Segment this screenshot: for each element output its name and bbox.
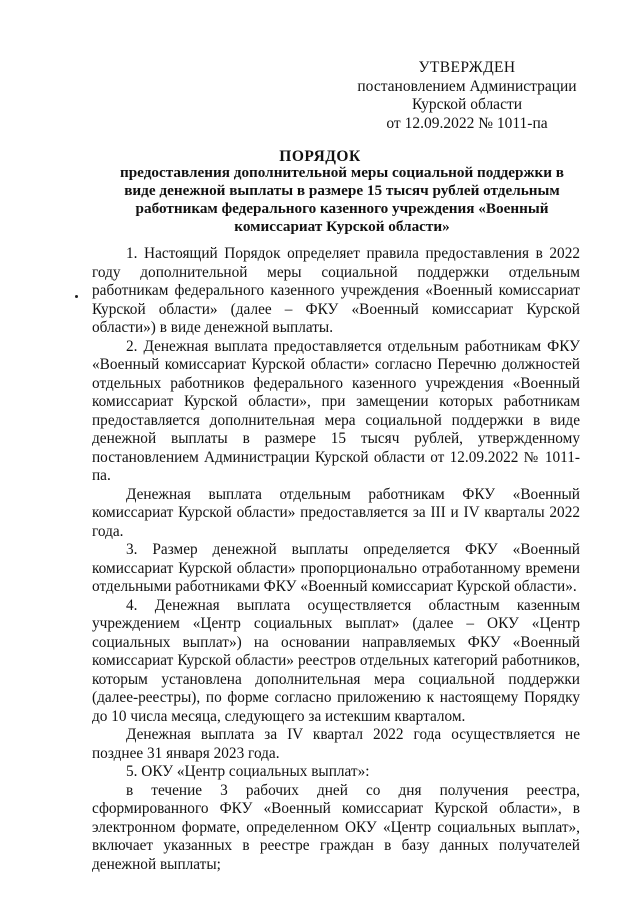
approval-line-region: Курской области: [411, 96, 523, 113]
paragraph-4: 4. Денежная выплата осуществляется областным казенным учреждением «Центр социальных выплат» (далее – ОКУ «Центр социальных выплат») на основании направляемых ФКУ «Военный комиссариат Курской области» реестров отдельных категорий работников, которым установлена дополнительная мера социальной поддержки (далее-реестры), по форме согласно приложению к настоящему Порядку до 10 числа месяца, следующего за истекшим кварталом.: [92, 596, 580, 725]
document-title: ПОРЯДОК: [279, 148, 361, 165]
approval-line-date-number: от 12.09.2022 № 1011-па: [386, 114, 548, 132]
paragraph-1: 1. Настоящий Порядок определяет правила предоставления в 2022 году дополнительной меры социальной поддержки отдельным работникам федерального казенного учреждения «Военный комиссариат Курской области» (далее – ФКУ «Военный комиссариат Курской области») в виде денежной выплаты.: [92, 245, 580, 336]
margin-dot: [75, 295, 78, 298]
approval-line-approved: УТВЕРЖДЕН: [418, 59, 516, 76]
document-body: [92, 245, 580, 874]
paragraph-3: 3. Размер денежной выплаты определяется ФКУ «Военный комиссариат Курской области» пропорционально отработанному времени отдельными работниками ФКУ «Военный комиссариат Курской области».: [92, 541, 580, 595]
paragraph-5-item: в течение 3 рабочих дней со дня получения реестра, сформированного ФКУ «Военный комиссариат Курской области», в электронном формате, определенном ОКУ «Центр социальных выплат», включает указанных в реестре граждан в базу данных получателей денежной выплаты;: [92, 781, 580, 873]
paragraph-2-cont: Денежная выплата отдельным работникам ФКУ «Военный комиссариат Курской области» предоставляется за III и IV кварталы 2022 года.: [92, 485, 580, 540]
approval-stamp: [352, 59, 582, 133]
document-subtitle: предоставления дополнительной меры социальной поддержки в виде денежной выплаты в размере 15 тысяч рублей отдельным работникам федерального казенного учреждения «Военный комиссариат Курской области»: [119, 164, 565, 235]
approval-line-resolution: постановлением Администрации: [357, 77, 577, 95]
paragraph-5: 5. ОКУ «Центр социальных выплат»:: [126, 763, 370, 780]
paragraph-4-cont: Денежная выплата за IV квартал 2022 года осуществляется не позднее 31 января 2023 года.: [92, 726, 580, 762]
paragraph-2: 2. Денежная выплата предоставляется отдельным работникам ФКУ «Военный комиссариат Курской области» согласно Перечню должностей отдельных работников федерального казенного учреждения «Военный комиссариат Курской области», при замещении которых работникам предоставляется дополнительная мера социальной поддержки в виде денежной выплаты в размере 15 тысяч рублей, утвержденному постановлением Администрации Курской области от 12.09.2022 № 1011-па.: [92, 337, 580, 484]
